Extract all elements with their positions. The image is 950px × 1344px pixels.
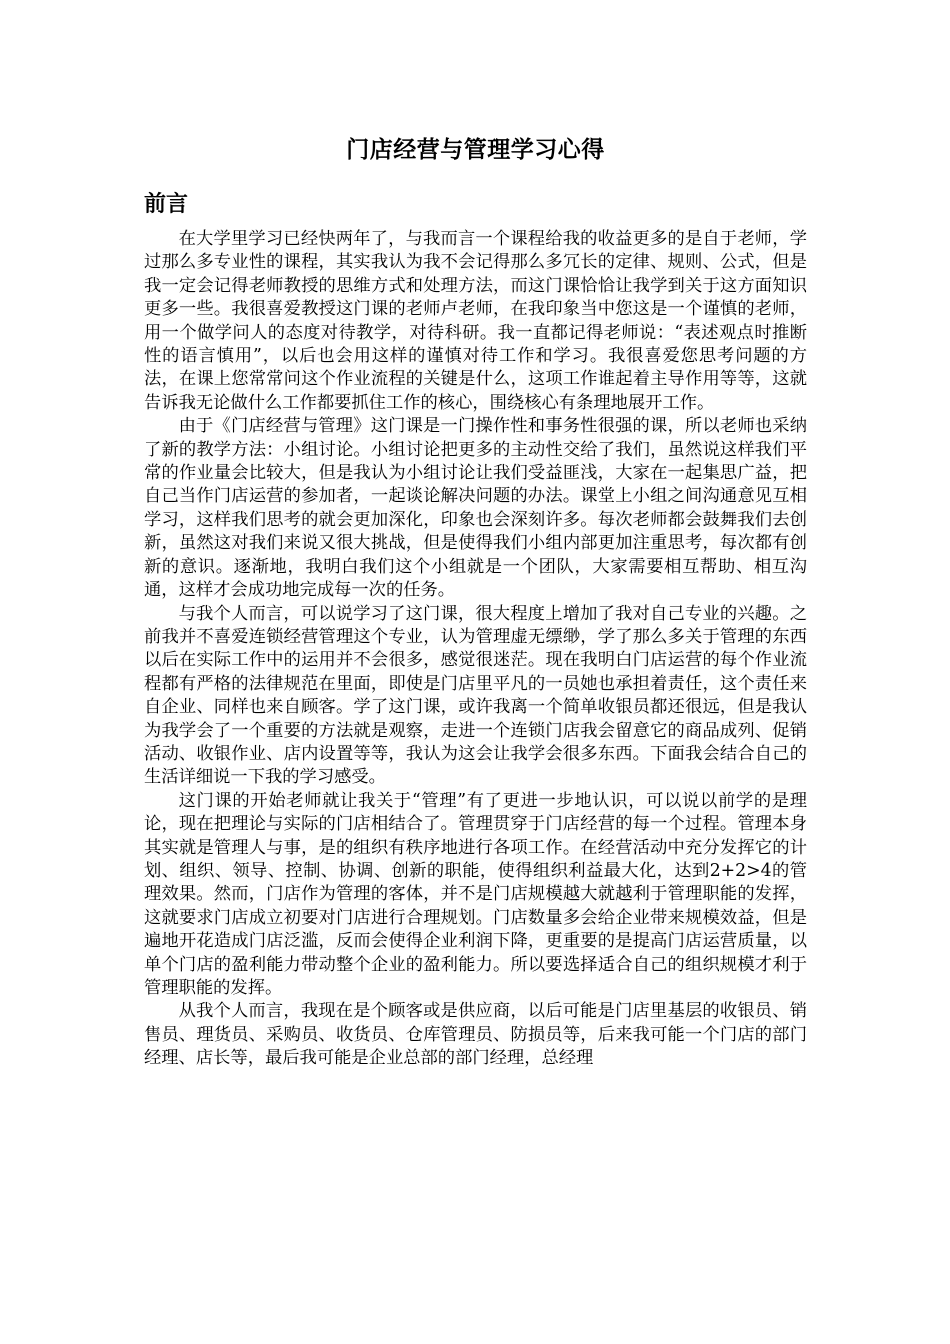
paragraph: 由于《门店经营与管理》这门课是一门操作性和事务性很强的课，所以老师也采纳了新的教学方法：小组讨论。小组讨论把更多的主动性交给了我们，虽然说这样我们平常的作业量会比较大，但是我认为小组讨论让我们受益匪浅，大家在一起集思广益，把自己当作门店运营的参加者，一起谈论解决问题的办法。课堂上小组之间沟通意见互相学习，这样我们思考的就会更加深化，印象也会深刻许多。每次老师都会鼓舞我们去创新，虽然这对我们来说又很大挑战，但是使得我们小组内部更加注重思考，每次都有创新的意识。逐渐地，我明白我们这个小组就是一个团队，大家需要相互帮助、相互沟通，这样才会成功地完成每一次的任务。 [144,416,807,601]
document-page [144,128,807,1071]
document-title: 门店经营与管理学习心得 [346,136,605,163]
section-heading: 前言 [144,191,189,217]
paragraph: 从我个人而言，我现在是个顾客或是供应商，以后可能是门店里基层的收银员、销售员、理货员、采购员、收货员、仓库管理员、防损员等，后来我可能一个门店的部门经理、店长等，最后我可能是企业总部的部门经理，总经理 [144,1001,807,1069]
paragraph: 这门课的开始老师就让我关于“管理”有了更进一步地认识，可以说以前学的是理论，现在把理论与实际的门店相结合了。管理贯穿于门店经营的每一个过程。管理本身其实就是管理人与事，是的组织有秩序地进行各项工作。在经营活动中充分发挥它的计划、组织、领导、控制、协调、创新的职能，使得组织利益最大化，达到2+2>4的管理效果。然而，门店作为管理的客体，并不是门店规模越大就越利于管理职能的发挥，这就要求门店成立初要对门店进行合理规划。门店数量多会给企业带来规模效益，但是遍地开花造成门店泛滥，反而会使得企业利润下降，更重要的是提高门店运营质量，以单个门店的盈利能力带动整个企业的盈利能力。所以要选择适合自己的组织规模才利于管理职能的发挥。 [144,790,807,998]
paragraph: 与我个人而言，可以说学习了这门课，很大程度上增加了我对自己专业的兴趣。之前我并不喜爱连锁经营管理这个专业，认为管理虚无缥缈，学了那么多关于管理的东西以后在实际工作中的运用并不会很多，感觉很迷茫。现在我明白门店运营的每个作业流程都有严格的法律规范在里面，即使是门店里平凡的一员她也承担着责任，这个责任来自企业、同样也来自顾客。学了这门课，或许我离一个简单收银员都还很远，但是我认为我学会了一个重要的方法就是观察，走进一个连锁门店我会留意它的商品成列、促销活动、收银作业、店内设置等等，我认为这会让我学会很多东西。下面我会结合自己的生活详细说一下我的学习感受。 [144,603,807,788]
paragraph: 在大学里学习已经快两年了，与我而言一个课程给我的收益更多的是自于老师，学过那么多专业性的课程，其实我认为我不会记得那么多冗长的定律、规则、公式，但是我一定会记得老师教授的思维方式和处理方法，而这门课恰恰让我学到关于这方面知识更多一些。我很喜爱教授这门课的老师卢老师，在我印象当中您这是一个谨慎的老师， 用一个做学问人的态度对待教学，对待科研。我一直都记得老师说：“表述观点时推断性的语言慎用”，以后也会用这样的谨慎对待工作和学习。我很喜爱您思考问题的方法，在课上您常常问这个作业流程的关键是什么，这项工作谁起着主导作用等等，这就告诉我无论做什么工作都要抓住工作的核心，围绕核心有条理地展开工作。 [144,229,807,413]
